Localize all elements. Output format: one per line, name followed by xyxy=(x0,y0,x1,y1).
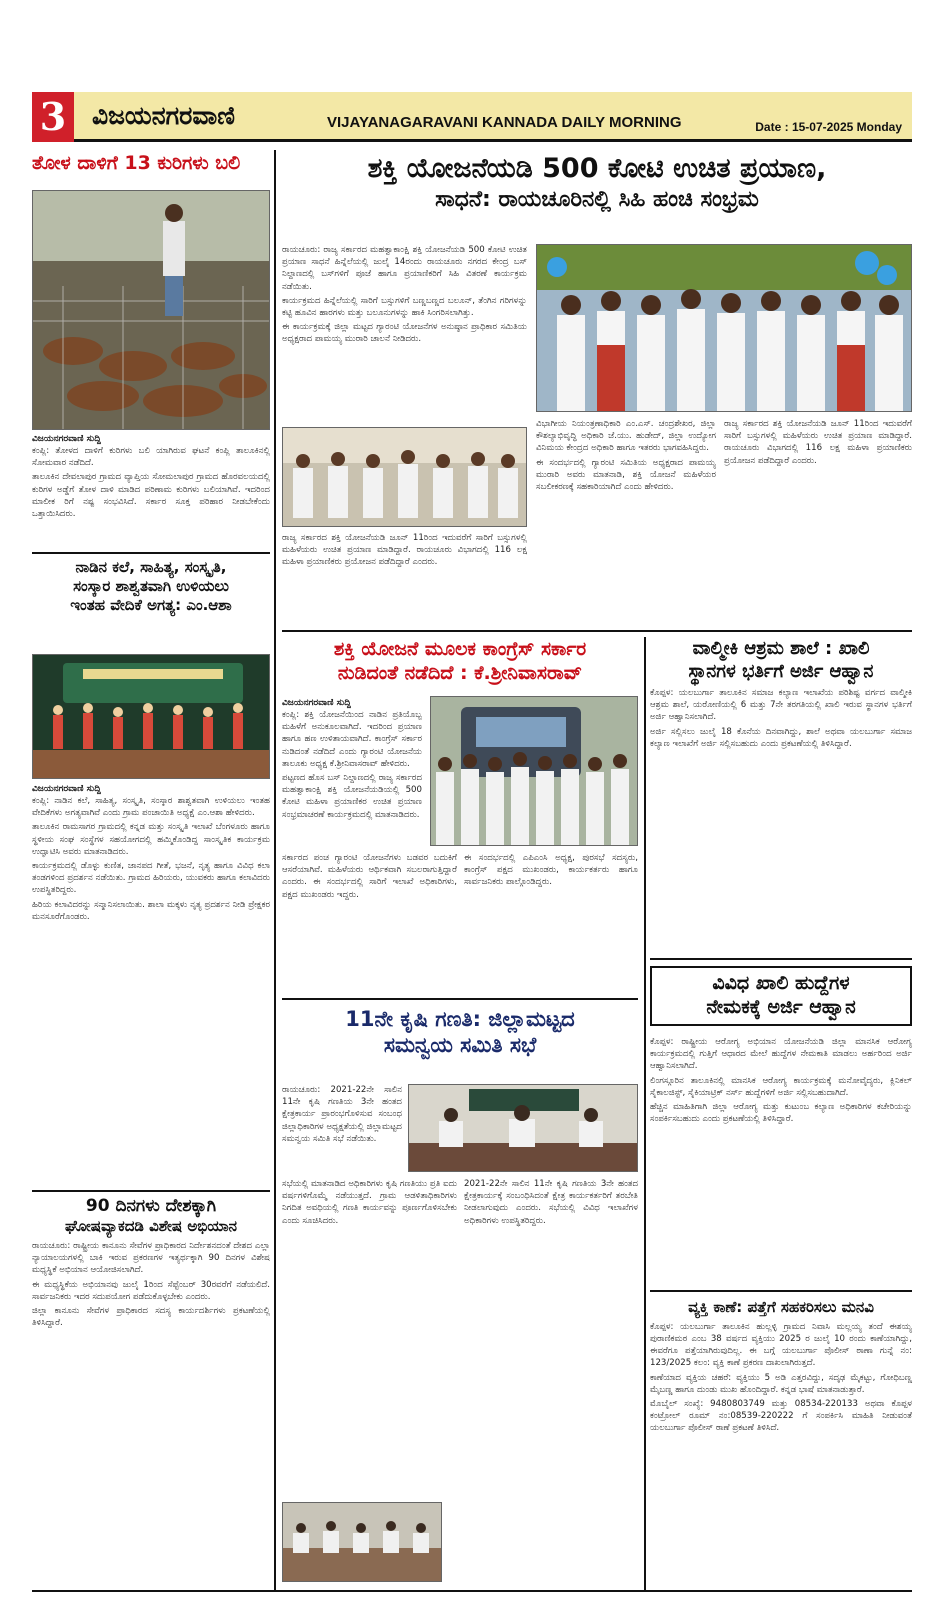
culture-photo xyxy=(32,654,270,779)
article-missing xyxy=(650,1298,912,1437)
headline: ತೋಳ ದಾಳಿಗೆ 13 ಕುರಿಗಳು ಬಲಿ xyxy=(32,152,241,174)
census-hall-photo xyxy=(282,1502,442,1582)
article-census-body xyxy=(282,1084,402,1147)
issue-date: Date : 15-07-2025 Monday xyxy=(755,120,902,134)
section-rule xyxy=(650,1290,912,1292)
headline: ಸಾಧನೆ: ರಾಯಚೂರಿನಲ್ಲಿ ಸಿಹಿ ಹಂಚಿ ಸಂಭ್ರಮ xyxy=(435,186,759,212)
paragraph: ಈ ಮಧ್ಯಸ್ಥಿಕೆಯ ಅಭಿಯಾನವು ಜುಲೈ 1ರಿಂದ ಸೆಪ್ಟೆಂಬರ್ 30ರವರೆಗೆ ನಡೆಯಲಿದೆ. ಸಾರ್ವಜನಿಕರು ಇದರ ಸದುಪಯೋಗ ಪಡೆದುಕೊಳ್ಳಬೇಕು ಎಂದರು. xyxy=(32,1279,270,1302)
byline: ವಿಜಯನಗರವಾಣಿ ಸುದ್ದಿ xyxy=(282,698,351,708)
headline: 90 ದಿನಗಳು ದೇಶಕ್ಕಾಗಿ xyxy=(85,1196,217,1216)
article-shakti-main xyxy=(282,152,912,213)
headline: ನುಡಿದಂತೆ ನಡೆದಿದೆ : ಕೆ.ಶ್ರೀನಿವಾಸರಾವ್ xyxy=(337,661,583,684)
headline: ನಾಡಿನ ಕಲೆ, ಸಾಹಿತ್ಯ, ಸಂಸ್ಕೃತಿ, xyxy=(75,558,227,576)
section-rule xyxy=(282,998,638,1000)
paragraph: ಹೆಚ್ಚಿನ ಮಾಹಿತಿಗಾಗಿ ಜಿಲ್ಲಾ ಆರೋಗ್ಯ ಮತ್ತು ಕುಟುಂಬ ಕಲ್ಯಾಣ ಅಧಿಕಾರಿಗಳ ಕಚೇರಿಯನ್ನು ಸಂಪರ್ಕಿಸಬಹುದು ಎಂದು ಪ್ರಕಟಣೆಯಲ್ಲಿ ತಿಳಿಸಿದ್ದಾರೆ. xyxy=(650,1102,912,1125)
paragraph: ಕೊಪ್ಪಳ: ಯಲಬುರ್ಗಾ ತಾಲೂಕಿನ ಸಮಾಜ ಕಲ್ಯಾಣ ಇಲಾಖೆಯ ಪರಿಶಿಷ್ಟ ವರ್ಗದ ವಾಲ್ಮೀಕಿ ಆಶ್ರಮ ಶಾಲೆ, ಯರೋಣಿಯಲ್ಲಿ 6 ಮತ್ತು 7ನೇ ತರಗತಿಯಲ್ಲಿ ಖಾಲಿ ಇರುವ ಸ್ಥಾನಗಳ ಭರ್ತಿಗೆ ಅರ್ಜಿ ಆಹ್ವಾನಿಸಲಾಗಿದೆ. xyxy=(650,688,912,723)
page-bottom-rule xyxy=(32,1590,912,1592)
paragraph: ಕಂಪ್ಲಿ: ತೋಳದ ದಾಳಿಗೆ ಕುರಿಗಳು ಬಲಿ ಯಾಗಿರುವ ಘಟನೆ ಕಂಪ್ಲಿ ತಾಲೂಕಿನಲ್ಲಿ ಸೋಮವಾರ ನಡೆದಿದೆ. xyxy=(32,446,270,469)
paper-name-kannada: ವಿಜಯನಗರವಾಣಿ xyxy=(92,101,235,130)
article-srinivas-body xyxy=(282,696,422,823)
headline: ಸಂಸ್ಕಾರ ಶಾಶ್ವತವಾಗಿ ಉಳಿಯಲು xyxy=(73,576,229,595)
paragraph: ಮೊಬೈಲ್ ಸಂಖ್ಯೆ: 9480803749 ಮತ್ತು 08534-220133 ಅಥವಾ ಕೊಪ್ಪಳ ಕಂಟ್ರೋಲ್ ರೂಮ್ ನಂ:08539-220222 ಗೆ ಸಂಪರ್ಕಿಸಿ ಮಾಹಿತಿ ನೀಡುವಂತೆ ಯಲಬುರ್ಗಾ ಪೊಲೀಸ್ ಠಾಣೆ ಪ್ರಕಟಣೆ ತಿಳಿಸಿದೆ. xyxy=(650,1398,912,1434)
article-valmiki xyxy=(650,638,912,752)
paragraph: ರಾಯಚೂರು: ರಾಜ್ಯ ಸರ್ಕಾರದ ಮಹತ್ವಾಕಾಂಕ್ಷಿ ಶಕ್ತಿ ಯೋಜನೆಯಡಿ 500 ಕೋಟಿ ಉಚಿತ ಪ್ರಯಾಣ ಸಾಧನೆ ಹಿನ್ನೆಲೆಯಲ್ಲಿ ಜುಲೈ 14ರಂದು ರಾಯಚೂರು ನಗರದ ಕೇಂದ್ರ ಬಸ್ ನಿಲ್ದಾಣದಲ್ಲಿ ಬಸ್‌ಗಳಿಗೆ ಪೂಜೆ ಹಾಗೂ ಪ್ರಯಾಣಿಕರಿಗೆ ಸಿಹಿ ವಿತರಣೆ ಕಾರ್ಯಕ್ರಮ ನಡೆಯಿತು. xyxy=(282,245,527,292)
byline: ವಿಜಯನಗರವಾಣಿ ಸುದ್ದಿ xyxy=(32,434,101,444)
headline: ಇಂತಹ ವೇದಿಕೆ ಅಗತ್ಯ: ಎಂ.ಆಶಾ xyxy=(70,595,232,614)
article-shakti-main-col3 xyxy=(536,418,716,495)
article-srinivas xyxy=(282,638,638,686)
shakti-group-photo xyxy=(536,244,912,412)
article-posts-body xyxy=(650,1036,912,1127)
paragraph: ರಾಯಚೂರು: ರಾಷ್ಟ್ರೀಯ ಕಾನೂನು ಸೇವೆಗಳ ಪ್ರಾಧಿಕಾರದ ನಿರ್ದೇಶನದಂತೆ ದೇಶದ ಎಲ್ಲಾ ನ್ಯಾಯಾಲಯಗಳಲ್ಲಿ ಬಾಕಿ ಇರುವ ಪ್ರಕರಣಗಳ ಇತ್ಯರ್ಥಕ್ಕಾಗಿ 90 ದಿನಗಳ ವಿಶೇಷ ಮಧ್ಯಸ್ಥಿಕೆ ಅಭಿಯಾನ ಆಯೋಜಿಸಲಾಗಿದೆ. xyxy=(32,1241,270,1276)
paragraph: ಕಾಣೆಯಾದ ವ್ಯಕ್ತಿಯ ಚಹರೆ: ವ್ಯಕ್ತಿಯು 5 ಅಡಿ ಎತ್ತರವಿದ್ದು, ಸದೃಢ ಮೈಕಟ್ಟು, ಗೋಧಿಬಣ್ಣ ಮೈಬಣ್ಣ ಹಾಗೂ ದುಂಡು ಮುಖ ಹೊಂದಿದ್ದಾರೆ. ಕನ್ನಡ ಭಾಷೆ ಮಾತನಾಡುತ್ತಾರೆ. xyxy=(650,1372,912,1395)
paragraph: ಕೊಪ್ಪಳ: ರಾಷ್ಟ್ರೀಯ ಆರೋಗ್ಯ ಅಭಿಯಾನ ಯೋಜನೆಯಡಿ ಜಿಲ್ಲಾ ಮಾನಸಿಕ ಆರೋಗ್ಯ ಕಾರ್ಯಕ್ರಮದಲ್ಲಿ ಗುತ್ತಿಗೆ ಆಧಾರದ ಮೇಲೆ ಹುದ್ದೆಗಳ ನೇಮಕಾತಿ ಮಾಡಲು ಅರ್ಹರಿಂದ ಅರ್ಜಿ ಆಹ್ವಾನಿಸಲಾಗಿದೆ. xyxy=(650,1037,912,1072)
article-shakti-main-body xyxy=(282,244,527,348)
paragraph: ಕೊಪ್ಪಳ: ಯಲಬುರ್ಗಾ ತಾಲೂಕಿನ ಹುಲ್ಲಳ್ಳಿ ಗ್ರಾಮದ ನಿವಾಸಿ ಮಲ್ಲಯ್ಯ ತಂದೆ ಈಶಯ್ಯ ಪುರಾಣಿಕಮಠ ಎಂಬ 38 ವರ್ಷದ ವ್ಯಕ್ತಿಯು 2025 ರ ಜುಲೈ 10 ರಂದು ಕಾಣೆಯಾಗಿದ್ದು, ಈವರೆಗೂ ಪತ್ತೆಯಾಗಿರುವುದಿಲ್ಲ. ಈ ಬಗ್ಗೆ ಯಲಬುರ್ಗಾ ಪೊಲೀಸ್ ಠಾಣಾ ಗುನ್ನೆ ನಂ: 123/2025 ಕಲಂ: ವ್ಯಕ್ತಿ ಕಾಣೆ ಪ್ರಕರಣ ದಾಖಲಾಗಿರುತ್ತದೆ. xyxy=(650,1321,912,1369)
section-rule xyxy=(282,630,912,632)
headline: ವಾಲ್ಮೀಕಿ ಆಶ್ರಮ ಶಾಲೆ : ಖಾಲಿ xyxy=(692,638,870,659)
headline: ಘೋಷವ್ಯಾಕದಡಿ ವಿಶೇಷ ಅಭಿಯಾನ xyxy=(65,1217,237,1236)
paragraph: ಸಭೆಯಲ್ಲಿ ಮಾತನಾಡಿದ ಅಧಿಕಾರಿಗಳು ಕೃಷಿ ಗಣತಿಯು ಪ್ರತಿ ಐದು ವರ್ಷಗಳಿಗೊಮ್ಮೆ ನಡೆಯುತ್ತದೆ. ಗ್ರಾಮ ಆಡಳಿತಾಧಿಕಾರಿಗಳು ನಿಗದಿತ ಅವಧಿಯಲ್ಲಿ ಗಣತಿ ಕಾರ್ಯವನ್ನು ಪೂರ್ಣಗೊಳಿಸಬೇಕು ಎಂದು ಸೂಚಿಸಿದರು. xyxy=(282,1179,457,1226)
article-srinivas-cont2 xyxy=(464,852,638,891)
section-rule xyxy=(32,552,270,554)
article-sheep xyxy=(32,152,270,176)
paragraph: ಈ ಸಂದರ್ಭದಲ್ಲಿ ಎಪಿಎಂಸಿ ಅಧ್ಯಕ್ಷ, ಪುರಸಭೆ ಸದಸ್ಯರು, ಕಾಂಗ್ರೆಸ್ ಪಕ್ಷದ ಮುಖಂಡರು, ಕಾರ್ಯಕರ್ತರು ಹಾಗೂ ಸಾರ್ವಜನಿಕರು ಪಾಲ್ಗೊಂಡಿದ್ದರು. xyxy=(464,853,638,888)
sheep-photo xyxy=(32,190,270,430)
article-sheep-body xyxy=(32,432,270,522)
paragraph: ಲಿಂಗಸ್ಗೂರಿನ ತಾಲೂಕಿನಲ್ಲಿ ಮಾನಸಿಕ ಆರೋಗ್ಯ ಕಾರ್ಯಕ್ರಮಕ್ಕೆ ಮನೋವೈದ್ಯರು, ಕ್ಲಿನಿಕಲ್ ಸೈಕಾಲಜಿಸ್ಟ್, ಸೈಕಿಯಾಟ್ರಿಕ್ ನರ್ಸ್ ಹುದ್ದೆಗಳಿಗೆ ಅರ್ಜಿ ಸಲ್ಲಿಸಬಹುದಾಗಿದೆ. xyxy=(650,1075,912,1098)
paragraph: ಅರ್ಜಿ ಸಲ್ಲಿಸಲು ಜುಲೈ 18 ಕೊನೆಯ ದಿನವಾಗಿದ್ದು, ಶಾಲೆ ಅಥವಾ ಯಲಬುರ್ಗಾ ಸಮಾಜ ಕಲ್ಯಾಣ ಇಲಾಖೆಗೆ ಅರ್ಜಿ ಸಲ್ಲಿಸಬಹುದು ಎಂದು ಪ್ರಕಟಣೆಯಲ್ಲಿ ತಿಳಿಸಿದ್ದಾರೆ. xyxy=(650,726,912,749)
paragraph: ವಿಭಾಗೀಯ ನಿಯಂತ್ರಣಾಧಿಕಾರಿ ಎಂ.ಎಸ್. ಚಂದ್ರಶೇಖರ, ಜಿಲ್ಲಾ ಕೌಶಲ್ಯಾಭಿವೃದ್ಧಿ ಅಧಿಕಾರಿ ಜೆ.ಯು. ಹುಡೇದ್, ಜಿಲ್ಲಾ ಉದ್ಯೋಗ ವಿನಿಮಯ ಕೇಂದ್ರದ ಅಧಿಕಾರಿ ಹಾಗೂ ಇತರರು ಭಾಗವಹಿಸಿದ್ದರು. xyxy=(536,419,716,454)
paragraph: ರಾಜ್ಯ ಸರ್ಕಾರದ ಶಕ್ತಿ ಯೋಜನೆಯಡಿ ಜೂನ್ 11ರಿಂದ ಇದುವರೆಗೆ ಸಾರಿಗೆ ಬಸ್ಸುಗಳಲ್ಲಿ ಮಹಿಳೆಯರು ಉಚಿತ ಪ್ರಯಾಣ ಮಾಡಿದ್ದಾರೆ. ರಾಯಚೂರು ವಿಭಾಗದಲ್ಲಿ 116 ಲಕ್ಷ ಮಹಿಳಾ ಪ್ರಯಾಣಿಕರು ಪ್ರಯೋಜನ ಪಡೆದಿದ್ದಾರೆ ಎಂದರು. xyxy=(282,533,527,568)
article-culture xyxy=(32,558,270,614)
paper-name-english: VIJAYANAGARAVANI KANNADA DAILY MORNING xyxy=(327,114,682,131)
headline: ಸ್ಥಾನಗಳ ಭರ್ತಿಗೆ ಅರ್ಜಿ ಆಹ್ವಾನ xyxy=(688,660,874,682)
masthead xyxy=(32,92,912,142)
srinivas-bus-photo xyxy=(430,696,638,846)
section-rule xyxy=(650,958,912,960)
paragraph: ಪಟ್ಟಣದ ಹೊಸ ಬಸ್ ನಿಲ್ದಾಣದಲ್ಲಿ ರಾಜ್ಯ ಸರ್ಕಾರದ ಮಹತ್ವಾಕಾಂಕ್ಷಿ ಶಕ್ತಿ ಯೋಜನೆಯಡಿಯಲ್ಲಿ 500 ಕೋಟಿ ಮಹಿಳಾ ಪ್ರಯಾಣಿಕರ ಉಚಿತ ಪ್ರಯಾಣ ಸಂಭ್ರಮಾಚರಣೆ ಕಾರ್ಯಕ್ರಮದಲ್ಲಿ ಮಾತನಾಡಿದರು. xyxy=(282,773,422,820)
article-90-days xyxy=(32,1196,270,1331)
page-number: 3 xyxy=(32,92,74,142)
article-culture-body xyxy=(32,782,270,925)
article-shakti-main-col4 xyxy=(724,418,912,469)
headline: ಸಮನ್ವಯ ಸಮಿತಿ ಸಭೆ xyxy=(383,1033,537,1058)
paragraph: 2021-22ನೇ ಸಾಲಿನ 11ನೇ ಕೃಷಿ ಗಣತಿಯ 3ನೇ ಹಂತದ ಕ್ಷೇತ್ರಕಾರ್ಯಕ್ಕೆ ಸಂಬಂಧಿಸಿದಂತೆ ಕ್ಷೇತ್ರ ಕಾರ್ಯಕರ್ತರಿಗೆ ತರಬೇತಿ ನೀಡಲಾಗುವುದು ಎಂದರು. ಸಭೆಯಲ್ಲಿ ವಿವಿಧ ಇಲಾಖೆಗಳ ಅಧಿಕಾರಿಗಳು ಉಪಸ್ಥಿತರಿದ್ದರು. xyxy=(464,1179,638,1226)
paragraph: ರಾಜ್ಯ ಸರ್ಕಾರದ ಶಕ್ತಿ ಯೋಜನೆಯಡಿ ಜೂನ್ 11ರಿಂದ ಇದುವರೆಗೆ ಸಾರಿಗೆ ಬಸ್ಸುಗಳಲ್ಲಿ ಮಹಿಳೆಯರು ಉಚಿತ ಪ್ರಯಾಣ ಮಾಡಿದ್ದಾರೆ. ರಾಯಚೂರು ವಿಭಾಗದಲ್ಲಿ 116 ಲಕ್ಷ ಮಹಿಳಾ ಪ್ರಯಾಣಿಕರು ಪ್ರಯೋಜನ ಪಡೆದಿದ್ದಾರೆ ಎಂದರು. xyxy=(724,419,912,466)
shakti-event-photo xyxy=(282,427,527,527)
newspaper-page xyxy=(32,92,912,1592)
article-posts xyxy=(650,966,912,1026)
paragraph: ಕಾರ್ಯಕ್ರಮದಲ್ಲಿ ಡೊಳ್ಳು ಕುಣಿತ, ಜಾನಪದ ಗೀತೆ, ಭಜನೆ, ನೃತ್ಯ ಹಾಗೂ ವಿವಿಧ ಕಲಾ ತಂಡಗಳಿಂದ ಪ್ರದರ್ಶನ ನಡೆಯಿತು. ಗ್ರಾಮದ ಹಿರಿಯರು, ಯುವಕರು ಹಾಗೂ ಕಲಾವಿದರು ಉಪಸ್ಥಿತರಿದ್ದರು. xyxy=(32,861,270,896)
column-rule xyxy=(644,637,646,1590)
paragraph: ಕಂಪ್ಲಿ: ನಾಡಿನ ಕಲೆ, ಸಾಹಿತ್ಯ, ಸಂಸ್ಕೃತಿ, ಸಂಸ್ಕಾರ ಶಾಶ್ವತವಾಗಿ ಉಳಿಯಲು ಇಂತಹ ವೇದಿಕೆಗಳು ಅಗತ್ಯವಾಗಿವೆ ಎಂದು ಗ್ರಾಮ ಪಂಚಾಯಿತಿ ಅಧ್ಯಕ್ಷೆ ಎಂ.ಆಶಾ ಹೇಳಿದರು. xyxy=(32,796,270,819)
paragraph: ಈ ಕಾರ್ಯಕ್ರಮಕ್ಕೆ ಜಿಲ್ಲಾ ಮಟ್ಟದ ಗ್ಯಾರಂಟಿ ಯೋಜನೆಗಳ ಅನುಷ್ಠಾನ ಪ್ರಾಧಿಕಾರ ಸಮಿತಿಯ ಅಧ್ಯಕ್ಷರಾದ ಪಾಮಯ್ಯ ಮುರಾರಿ ಚಾಲನೆ ನೀಡಿದರು. xyxy=(282,322,527,345)
headline: ವ್ಯಕ್ತಿ ಕಾಣೆ: ಪತ್ತೆಗೆ ಸಹಕರಿಸಲು ಮನವಿ xyxy=(688,1298,874,1316)
article-census xyxy=(282,1006,638,1059)
paragraph: ಕಂಪ್ಲಿ: ಶಕ್ತಿ ಯೋಜನೆಯಿಂದ ನಾಡಿನ ಪ್ರತಿಯೊಬ್ಬ ಮಹಿಳೆಗೆ ಅನುಕೂಲವಾಗಿದೆ. ಇದರಿಂದ ಪ್ರಯಾಣ ಹಾಗೂ ಹಣ ಉಳಿತಾಯವಾಗಿದೆ. ಕಾಂಗ್ರೆಸ್ ಸರ್ಕಾರ ನುಡಿದಂತೆ ನಡೆದಿದೆ ಎಂದು ಗ್ಯಾರಂಟಿ ಯೋಜನೆಯ ತಾಲೂಕು ಅಧ್ಯಕ್ಷ ಕೆ.ಶ್ರೀನಿವಾಸರಾವ್ ಹೇಳಿದರು. xyxy=(282,710,422,769)
headline: ವಿವಿಧ ಖಾಲಿ ಹುದ್ದೆಗಳ xyxy=(712,972,850,994)
section-rule xyxy=(32,1190,270,1192)
column-rule xyxy=(274,150,276,1590)
census-meeting-photo xyxy=(408,1084,638,1172)
article-srinivas-cont xyxy=(282,852,457,903)
paragraph: ತಾಲೂಕಿನ ರಾಮಸಾಗರ ಗ್ರಾಮದಲ್ಲಿ ಕನ್ನಡ ಮತ್ತು ಸಂಸ್ಕೃತಿ ಇಲಾಖೆ ಬೆಂಗಳೂರು ಹಾಗೂ ಸ್ಥಳೀಯ ಸಂಘ ಸಂಸ್ಥೆಗಳ ಸಹಯೋಗದಲ್ಲಿ ಹಮ್ಮಿಕೊಂಡಿದ್ದ ಸಾಂಸ್ಕೃತಿಕ ಕಾರ್ಯಕ್ರಮ ಉದ್ಘಾಟಿಸಿ ಅವರು ಮಾತನಾಡಿದರು. xyxy=(32,822,270,857)
headline: ಶಕ್ತಿ ಯೋಜನೆ ಮೂಲಕ ಕಾಂಗ್ರೆಸ್ ಸರ್ಕಾರ xyxy=(333,638,587,660)
paragraph: ಹಿರಿಯ ಕಲಾವಿದರನ್ನು ಸನ್ಮಾನಿಸಲಾಯಿತು. ಶಾಲಾ ಮಕ್ಕಳು ನೃತ್ಯ ಪ್ರದರ್ಶನ ನೀಡಿ ಪ್ರೇಕ್ಷಕರ ಮನಸೂರೆಗೊಂಡರು. xyxy=(32,899,270,922)
article-census-cont xyxy=(282,1178,457,1229)
paragraph: ಕಾರ್ಯಕ್ರಮದ ಹಿನ್ನೆಲೆಯಲ್ಲಿ ಸಾರಿಗೆ ಬಸ್ಸುಗಳಿಗೆ ಬಣ್ಣಬಣ್ಣದ ಬಲೂನ್, ತೆಂಗಿನ ಗರಿಗಳನ್ನು ಕಟ್ಟಿ ಹೂವಿನ ಹಾರಗಳು ಮತ್ತು ಬಲೂನುಗಳನ್ನು ಹಾಕಿ ಸಿಂಗರಿಸಲಾಗಿತ್ತು. xyxy=(282,295,527,319)
article-shakti-main-cont xyxy=(282,532,527,571)
headline: ನೇಮಕಕ್ಕೆ ಅರ್ಜಿ ಆಹ್ವಾನ xyxy=(706,995,856,1018)
headline: ಶಕ್ತಿ ಯೋಜನೆಯಡಿ 500 ಕೋಟಿ ಉಚಿತ ಪ್ರಯಾಣ, xyxy=(367,153,827,184)
paragraph: ಈ ಸಂದರ್ಭದಲ್ಲಿ ಗ್ಯಾರಂಟಿ ಸಮಿತಿಯ ಅಧ್ಯಕ್ಷರಾದ ಪಾಮಯ್ಯ ಮುರಾರಿ ಅವರು ಮಾತನಾಡಿ, ಶಕ್ತಿ ಯೋಜನೆ ಮಹಿಳೆಯರ ಸಬಲೀಕರಣಕ್ಕೆ ಸಹಕಾರಿಯಾಗಿದೆ ಎಂದು ಹೇಳಿದರು. xyxy=(536,457,716,493)
headline: 11ನೇ ಕೃಷಿ ಗಣತಿ: ಜಿಲ್ಲಾಮಟ್ಟದ xyxy=(345,1007,575,1031)
paragraph: ತಾಲೂಕಿನ ದೇವಲಾಪುರ ಗ್ರಾಮದ ವ್ಯಾಪ್ತಿಯ ಸೋಮಲಾಪುರ ಗ್ರಾಮದ ಹೊರವಲಯದಲ್ಲಿ ಕುರಿಗಳ ಅಡ್ಡೆಗೆ ತೋಳ ದಾಳಿ ಮಾಡಿದ ಪರಿಣಾಮ ಕುರಿಗಳು ಬಲಿಯಾಗಿವೆ. ಇದರಿಂದ ಮಾಲೀಕ ರಿಗೆ ನಷ್ಟ ಸಂಭವಿಸಿದೆ. ಸರ್ಕಾರ ಸೂಕ್ತ ಪರಿಹಾರ ನೀಡಬೇಕೆಂದು ಒತ್ತಾಯಿಸಿದರು. xyxy=(32,472,270,520)
paragraph: ರಾಯಚೂರು: 2021-22ನೇ ಸಾಲಿನ 11ನೇ ಕೃಷಿ ಗಣತಿಯ 3ನೇ ಹಂತದ ಕ್ಷೇತ್ರಕಾರ್ಯ ಪ್ರಾರಂಭಗೊಳಿಸುವ ಸಂಬಂಧ ಜಿಲ್ಲಾಧಿಕಾರಿಗಳ ಅಧ್ಯಕ್ಷತೆಯಲ್ಲಿ ಜಿಲ್ಲಾಮಟ್ಟದ ಸಮನ್ವಯ ಸಮಿತಿ ಸಭೆ ನಡೆಯಿತು. xyxy=(282,1085,402,1144)
article-census-cont2 xyxy=(464,1178,638,1229)
paragraph: ಜಿಲ್ಲಾ ಕಾನೂನು ಸೇವೆಗಳ ಪ್ರಾಧಿಕಾರದ ಸದಸ್ಯ ಕಾರ್ಯದರ್ಶಿಗಳು ಪ್ರಕಟಣೆಯಲ್ಲಿ ತಿಳಿಸಿದ್ದಾರೆ. xyxy=(32,1306,270,1329)
paragraph: ಸರ್ಕಾರದ ಪಂಚ ಗ್ಯಾರಂಟಿ ಯೋಜನೆಗಳು ಬಡವರ ಬದುಕಿಗೆ ಆಸರೆಯಾಗಿವೆ. ಮಹಿಳೆಯರು ಆರ್ಥಿಕವಾಗಿ ಸಬಲರಾಗುತ್ತಿದ್ದಾರೆ ಎಂದರು. ಈ ಸಂದರ್ಭದಲ್ಲಿ ಸಾರಿಗೆ ಇಲಾಖೆ ಅಧಿಕಾರಿಗಳು, ಪಕ್ಷದ ಮುಖಂಡರು ಇದ್ದರು. xyxy=(282,853,457,900)
byline: ವಿಜಯನಗರವಾಣಿ ಸುದ್ದಿ xyxy=(32,784,101,794)
